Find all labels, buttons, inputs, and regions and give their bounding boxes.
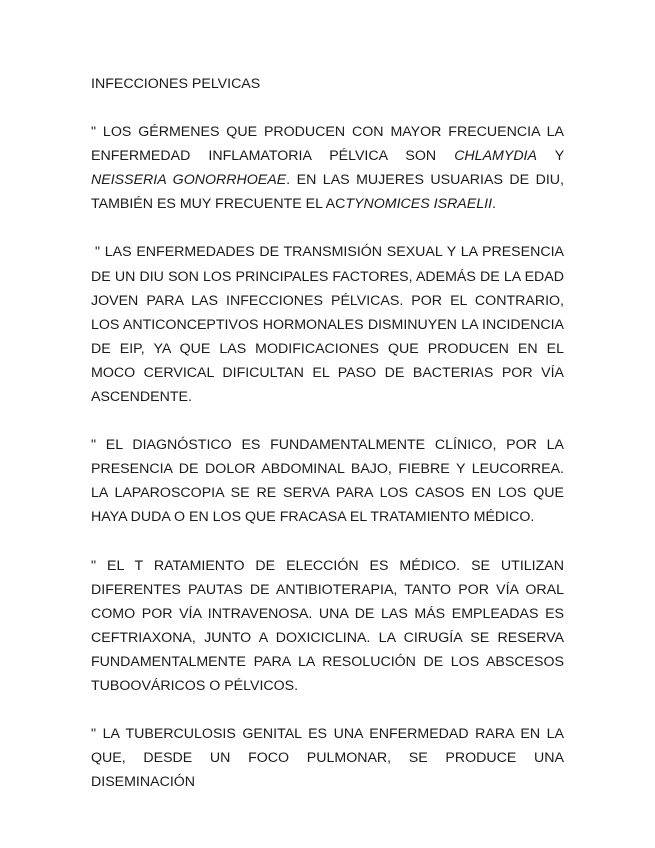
italic-term-neisseria: NEISSERIA GONORRHOEAE	[91, 172, 287, 189]
paragraph-tratamiento: " EL T RATAMIENTO DE ELECCIÓN ES MÉDICO. SE UTILIZAN DIFERENTES PAUTAS DE ANTIBIOTERAPIA, TANTO POR VÍA ORAL COMO POR VÍA INTRAVENOSA. UNA DE LAS MÁS EMPLEADAS ES CEFTRIAXONA, JUNTO A DOXICICLINA. LA CIRUGÍA SE RESERVA FUNDAMENTALMENTE PARA LA RESOLUCIÓN DE LOS ABSCESOS TUBOOVÁRICOS O PÉLVICOS.	[91, 557, 564, 694]
italic-term-actynomices: TYNOMICES ISRAELII	[345, 196, 493, 213]
paragraph-text: Y	[536, 148, 564, 165]
italic-term-chlamydia: CHLAMYDIA	[454, 148, 537, 165]
paragraph-text: . EN LAS MUJERES USUARIAS DE DIU, TAMBIÉN ES MUY FRECUENTE EL AC	[91, 172, 564, 213]
paragraph-factores: " LAS ENFERMEDADES DE TRANSMISIÓN SEXUAL Y LA PRESENCIA DE UN DIU SON LOS PRINCIPALES FACTORES, ADEMÁS DE LA EDAD JOVEN PARA LAS INFECCIONES PÉLVICAS. POR EL CONTRARIO, LOS ANTICONCEPTIVOS HORMONALES DISMINUYEN LA INCIDENCIA DE EIP, YA QUE LAS MODIFICACIONES QUE PRODUCEN EN EL MOCO CERVICAL DIFICULTAN EL PASO DE BACTERIAS POR VÍA ASCENDENTE.	[91, 244, 564, 406]
paragraph-germenes	[91, 120, 564, 216]
document-page	[91, 72, 564, 794]
paragraph-diagnostico: " EL DIAGNÓSTICO ES FUNDAMENTALMENTE CLÍNICO, POR LA PRESENCIA DE DOLOR ABDOMINAL BAJO, FIEBRE Y LEUCORREA. LA LAPAROSCOPIA SE RE SERVA PARA LOS CASOS EN LOS QUE HAYA DUDA O EN LOS QUE FRACASA EL TRATAMIENTO MÉDICO.	[91, 437, 564, 526]
paragraph-tuberculosis: " LA TUBERCULOSIS GENITAL ES UNA ENFERMEDAD RARA EN LA QUE, DESDE UN FOCO PULMONAR, SE PRODUCE UNA DISEMINACIÓN	[91, 726, 564, 791]
paragraph-text: " LOS GÉRMENES QUE PRODUCEN CON MAYOR FRECUENCIA LA ENFERMEDAD INFLAMATORIA PÉLVICA SON	[91, 124, 564, 165]
document-title: INFECCIONES PELVICAS	[91, 76, 261, 92]
paragraph-text: .	[492, 196, 496, 213]
